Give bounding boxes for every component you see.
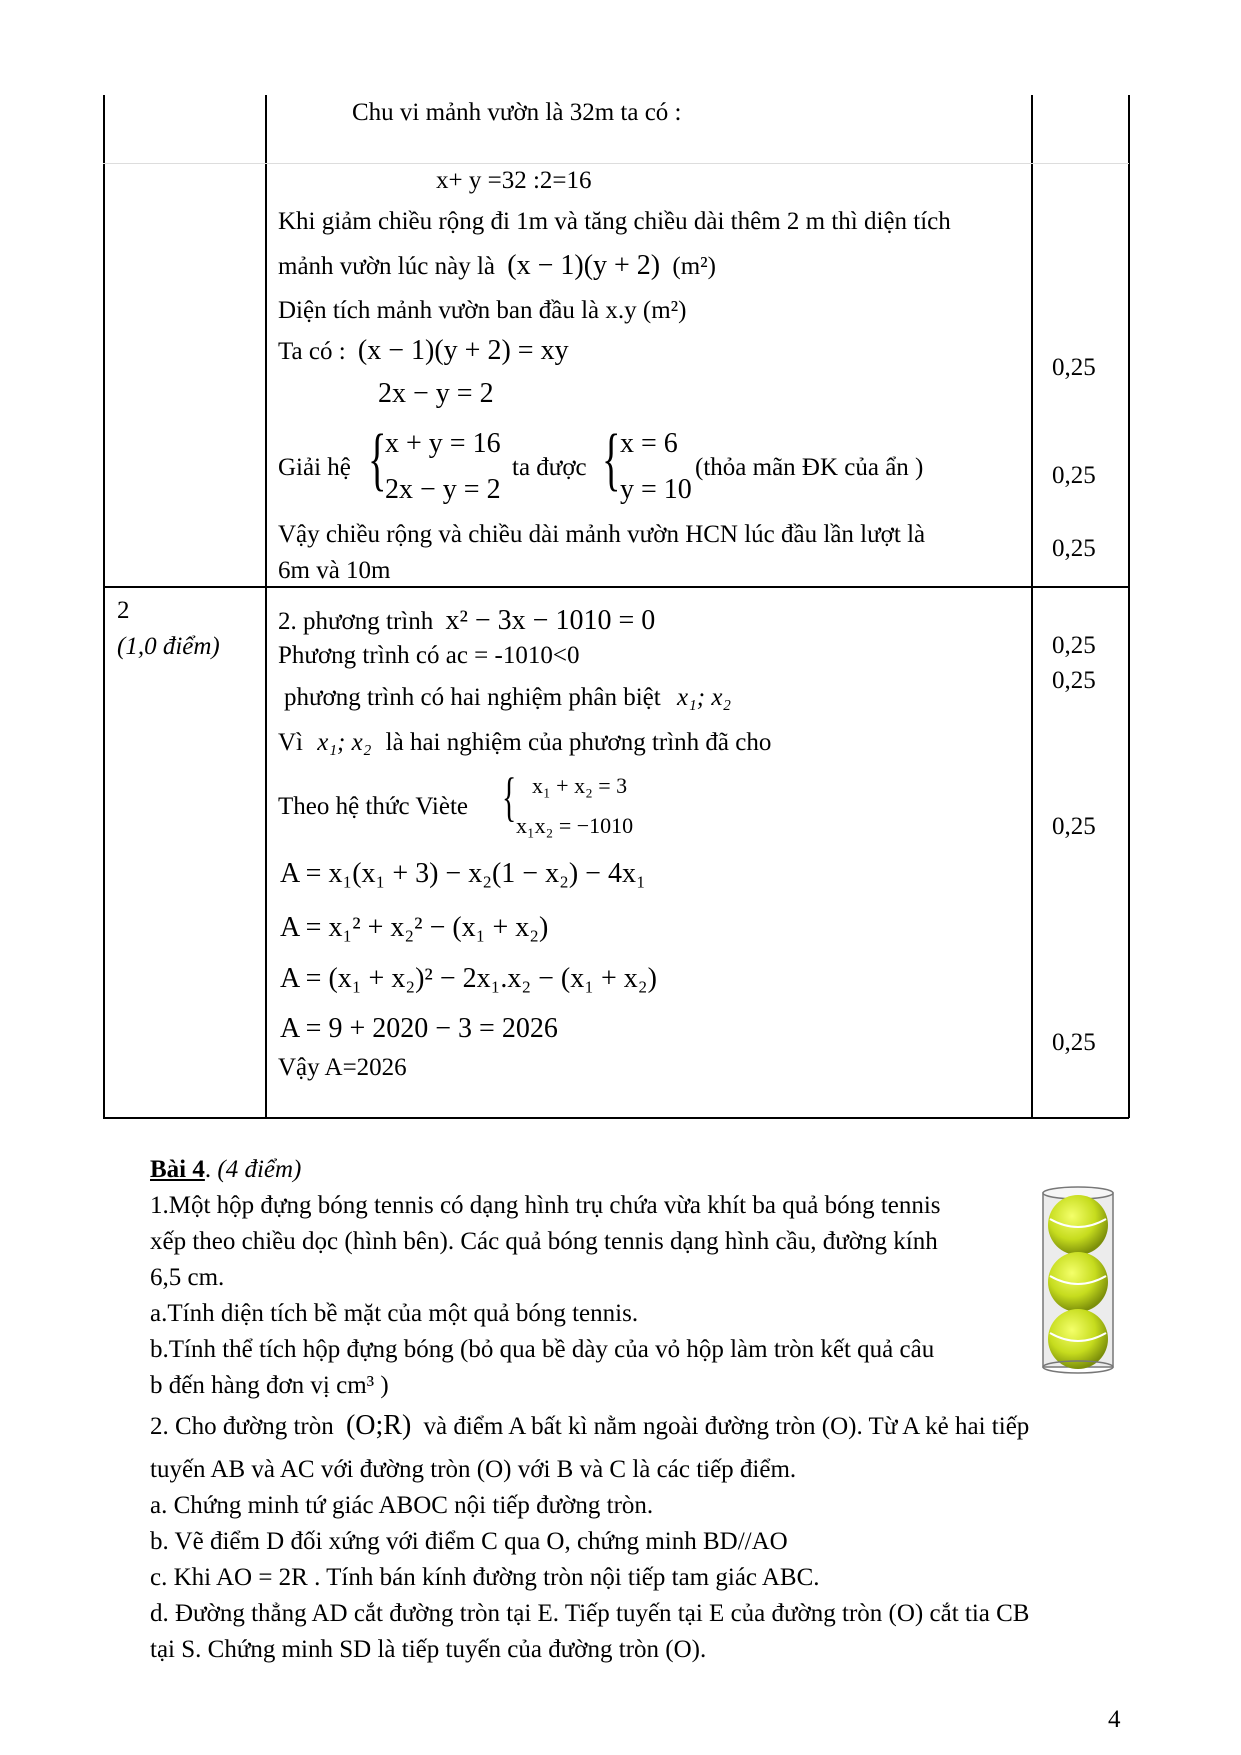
table-row-separator bbox=[103, 586, 1129, 588]
system-brace-left: { bbox=[368, 421, 387, 498]
row1-line7: 2x − y = 2 bbox=[378, 378, 494, 409]
score-row2-2: 0,25 bbox=[1052, 667, 1096, 694]
row2-line4-expr: x₁; x₂ bbox=[317, 729, 372, 756]
ex4-p1-b1: b.Tính thể tích hộp đựng bóng (bỏ qua bề dày của vỏ hộp làm tròn kết quả câu bbox=[150, 1336, 935, 1363]
exercise-4-title: Bài 4 bbox=[150, 1156, 205, 1183]
ex4-p2-line1-pre: 2. Cho đường tròn bbox=[150, 1413, 334, 1440]
row1-line8-note: (thỏa mãn ĐK của ẩn ) bbox=[695, 454, 924, 481]
ex4-p2-d2: tại S. Chứng minh SD là tiếp tuyến của đường tròn (O). bbox=[150, 1636, 707, 1663]
ex4-p2-a: a. Chứng minh tứ giác ABOC nội tiếp đường tròn. bbox=[150, 1492, 654, 1519]
row1-line10: 6m và 10m bbox=[278, 557, 391, 584]
system-eq2: 2x − y = 2 bbox=[385, 474, 501, 505]
row2-line6: A = x₁(x₁ + 3) − x₂(1 − x₂) − 4x₁ bbox=[280, 858, 646, 889]
row2-line1-expr: x² − 3x − 1010 = 0 bbox=[445, 605, 656, 636]
score-row2-1: 0,25 bbox=[1052, 632, 1096, 659]
page-number: 4 bbox=[1108, 1706, 1121, 1733]
row2-line3 bbox=[284, 684, 731, 713]
ex4-p1-b2: b đến hàng đơn vị cm³ ) bbox=[150, 1372, 389, 1399]
row2-line3-expr: x₁; x₂ bbox=[676, 684, 732, 711]
score-row1-2: 0,25 bbox=[1052, 462, 1096, 489]
row2-points: (1,0 điểm) bbox=[117, 633, 220, 660]
ex4-p1-line1: 1.Một hộp đựng bóng tennis có dạng hình trụ chứa vừa khít ba quả bóng tennis bbox=[150, 1192, 941, 1219]
viete-brace: { bbox=[502, 767, 517, 827]
row1-line5: Diện tích mảnh vườn ban đầu là x.y (m²) bbox=[278, 297, 687, 324]
row2-line4-pre: Vì bbox=[278, 729, 303, 756]
ex4-p2-line1-expr: (O;R) bbox=[345, 1410, 412, 1441]
exercise-4-points: (4 điểm) bbox=[217, 1156, 302, 1183]
solution-eq2: y = 10 bbox=[620, 474, 692, 505]
ex4-p2-line2: tuyến AB và AC với đường tròn (O) với B và C là các tiếp điểm. bbox=[150, 1456, 797, 1483]
exercise-4-heading: Bài 4. (4 điểm) bbox=[150, 1156, 302, 1183]
ex4-p2-line1-post: và điểm A bất kì nằm ngoài đường tròn (O). Từ A kẻ hai tiếp bbox=[423, 1413, 1030, 1440]
row2-number: 2 bbox=[117, 597, 130, 624]
row2-line1 bbox=[278, 605, 655, 637]
score-row1-1: 0,25 bbox=[1052, 354, 1096, 381]
solution-eq1: x = 6 bbox=[620, 428, 678, 459]
score-row1-3: 0,25 bbox=[1052, 535, 1096, 562]
row2-line2: Phương trình có ac = -1010<0 bbox=[278, 642, 580, 669]
ex4-p1-line3: 6,5 cm. bbox=[150, 1264, 225, 1291]
ex4-p1-a: a.Tính diện tích bề mặt của một quả bóng tennis. bbox=[150, 1300, 639, 1327]
ex4-p2-line1 bbox=[150, 1410, 1029, 1442]
row1-line2: x+ y =32 :2=16 bbox=[436, 167, 592, 194]
row1-line9: Vậy chiều rộng và chiều dài mảnh vườn HCN lúc đầu lần lượt là bbox=[278, 521, 926, 548]
tennis-can-image bbox=[1038, 1185, 1118, 1375]
table-divider-1 bbox=[265, 95, 267, 1118]
row1-line8-mid: ta được bbox=[512, 454, 587, 481]
row1-line1: Chu vi mảnh vườn là 32m ta có : bbox=[352, 99, 682, 126]
viete-eq1: x₁ + x₂ = 3 bbox=[532, 773, 628, 798]
solution-brace: { bbox=[602, 421, 621, 498]
viete-eq2: x₁x₂ = −1010 bbox=[516, 813, 634, 838]
row1-line3: Khi giảm chiều rộng đi 1m và tăng chiều dài thêm 2 m thì diện tích bbox=[278, 208, 951, 235]
row1-line6-text: Ta có : bbox=[278, 338, 346, 365]
row1-line4-expr: (x − 1)(y + 2) bbox=[507, 250, 661, 281]
table-border-bottom bbox=[103, 1117, 1129, 1119]
row1-line4 bbox=[278, 250, 716, 282]
row2-line7: A = x₁² + x₂² − (x₁ + x₂) bbox=[280, 912, 549, 943]
row1-line6-expr: (x − 1)(y + 2) = xy bbox=[357, 335, 569, 366]
score-row2-4: 0,25 bbox=[1052, 1029, 1096, 1056]
table-border-left bbox=[103, 95, 105, 1118]
row2-line8: A = (x₁ + x₂)² − 2x₁.x₂ − (x₁ + x₂) bbox=[280, 963, 657, 994]
row1-line8-text: Giải hệ bbox=[278, 454, 351, 481]
row1-line4-text: mảnh vườn lúc này là bbox=[278, 253, 495, 280]
row2-line3-text: phương trình có hai nghiệm phân biệt bbox=[284, 684, 661, 711]
table-divider-2 bbox=[1031, 95, 1033, 1118]
row2-line5-text: Theo hệ thức Viète bbox=[278, 793, 468, 820]
row1-line4-unit: (m²) bbox=[672, 253, 716, 280]
row1-line6 bbox=[278, 335, 569, 367]
row2-line4 bbox=[278, 729, 771, 758]
ex4-p2-b: b. Vẽ điểm D đối xứng với điểm C qua O, chứng minh BD//AO bbox=[150, 1528, 788, 1555]
table-faint-line bbox=[103, 163, 1129, 164]
ex4-p2-d1: d. Đường thẳng AD cắt đường tròn tại E. Tiếp tuyến tại E của đường tròn (O) cắt tia CB bbox=[150, 1600, 1030, 1627]
table-border-right bbox=[1128, 95, 1130, 1118]
row2-line4-post: là hai nghiệm của phương trình đã cho bbox=[385, 729, 772, 756]
row2-line1-text: 2. phương trình bbox=[278, 608, 434, 635]
system-eq1: x + y = 16 bbox=[385, 428, 501, 459]
score-row2-3: 0,25 bbox=[1052, 813, 1096, 840]
row2-line9: A = 9 + 2020 − 3 = 2026 bbox=[280, 1013, 558, 1044]
ex4-p2-c: c. Khi AO = 2R . Tính bán kính đường tròn nội tiếp tam giác ABC. bbox=[150, 1564, 820, 1591]
row2-line10: Vậy A=2026 bbox=[278, 1054, 407, 1081]
ex4-p1-line2: xếp theo chiều dọc (hình bên). Các quả bóng tennis dạng hình cầu, đường kính bbox=[150, 1228, 938, 1255]
